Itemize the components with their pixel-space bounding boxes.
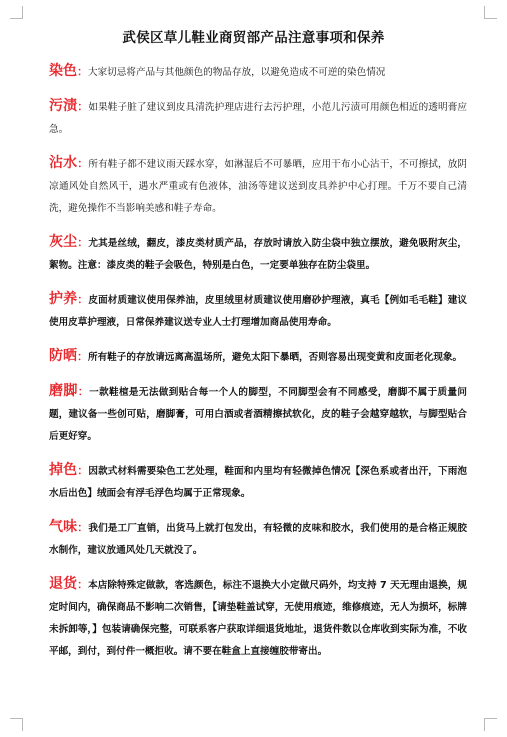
notice-item-dye bbox=[49, 60, 467, 84]
notice-item-return bbox=[49, 573, 467, 663]
notice-colon: ： bbox=[77, 236, 89, 249]
notice-item-sun bbox=[49, 345, 467, 369]
notice-text: 所有鞋子的存放请远离高温场所，避免太阳下暴晒，否则容易出现变黄和皮面老化现象。 bbox=[88, 352, 463, 363]
notice-text: 本店除特殊定做款，客选颜色，标注不退换大小定做尺码外，均支持 7 天无理由退换，规定时间内，确保商品不影响二次销售，【请垫鞋盖试穿，无使用痕迹，维修痕迹，无人为损坏，标牌未拆卸等，】包装请确保完整，可联系客户获取详细退货地址，退货件数以仓库收到实际为准，不收平邮，到付，到付件一概拒收。请不要在鞋盒上直接缠胶带寄出。 bbox=[49, 580, 468, 657]
notice-colon: ： bbox=[77, 65, 88, 78]
crop-mark-bottom-right bbox=[484, 718, 497, 731]
notice-item-stain bbox=[49, 95, 467, 141]
notice-label: 护养 bbox=[49, 291, 78, 307]
notice-item-fade bbox=[49, 459, 467, 505]
notice-text: 一款鞋楦是无法做到贴合每一个人的脚型，不同脚型会有不同感受，磨脚不属于质量问题，建议备一些创可贴，磨脚膏，可用白酒或者酒精擦拭软化，皮的鞋子会越穿越软，与脚型贴合后更好穿。 bbox=[49, 387, 468, 442]
crop-mark-top-left bbox=[10, 6, 23, 19]
notice-colon: ： bbox=[77, 293, 89, 306]
notice-colon: ： bbox=[77, 350, 88, 363]
notice-label: 灰尘 bbox=[49, 234, 78, 250]
notice-colon: ： bbox=[77, 578, 89, 591]
notice-text: 如果鞋子脏了建议到皮具清洗护理店进行去污护理，小范儿污渍可用颜色相近的透明膏应急。 bbox=[49, 102, 468, 135]
notice-colon: ： bbox=[77, 521, 89, 534]
notice-colon: ： bbox=[77, 464, 89, 477]
notice-label: 染色 bbox=[49, 63, 77, 79]
crop-mark-top-right bbox=[484, 6, 497, 19]
notice-item-rub bbox=[49, 380, 467, 448]
notice-colon: ： bbox=[77, 157, 89, 170]
notice-colon: ： bbox=[77, 100, 89, 113]
notice-item-water bbox=[49, 152, 467, 220]
notice-text: 所有鞋子都不建议雨天踩水穿，如淋湿后不可暴晒，应用干布小心沾干，不可擦拭，放阴凉通风处自然风干，遇水严重或有色液体，油汤等建议送到皮具养护中心打理。千万不要自己清洗，避免操作不当影响美感和鞋子寿命。 bbox=[49, 159, 468, 214]
document-title: 武侯区草儿鞋业商贸部产品注意事项和保养 bbox=[122, 30, 385, 46]
notice-label: 磨脚 bbox=[49, 383, 78, 399]
notice-label: 污渍 bbox=[49, 98, 78, 114]
crop-mark-bottom-left bbox=[10, 718, 23, 731]
notice-label: 掉色 bbox=[49, 462, 78, 478]
notice-list bbox=[49, 60, 467, 663]
notice-item-care bbox=[49, 288, 467, 334]
notice-label: 防晒 bbox=[49, 348, 77, 364]
notice-text: 大家切忌将产品与其他颜色的物品存放，以避免造成不可逆的染色情况 bbox=[88, 67, 386, 78]
notice-text: 皮面材质建议使用保养油，皮里绒里材质建议使用磨砂护理液，真毛【例如毛毛鞋】建议使用皮草护理液，日常保养建议送专业人士打理增加商品使用寿命。 bbox=[49, 295, 468, 328]
notice-item-dust bbox=[49, 231, 467, 277]
notice-label: 气味 bbox=[49, 519, 78, 535]
notice-item-smell bbox=[49, 516, 467, 562]
notice-label: 沾水 bbox=[49, 155, 78, 171]
notice-text: 因款式材料需要染色工艺处理，鞋面和内里均有轻微掉色情况【深色系或者出汗，下雨泡水后出色】绒面会有浮毛浮色均属于正常现象。 bbox=[49, 466, 468, 499]
notice-text: 尤其是丝绒，翻皮，漆皮类材质产品，存放时请放入防尘袋中独立摆放，避免吸附灰尘，絮物。注意：漆皮类的鞋子会吸色，特别是白色，一定要单独存在防尘袋里。 bbox=[49, 238, 468, 271]
notice-colon: ： bbox=[77, 385, 90, 398]
notice-label: 退货 bbox=[49, 576, 78, 592]
notice-text: 我们是工厂直销，出货马上就打包发出，有轻微的皮味和胶水，我们使用的是合格正规胶水制作，建议放通风处几天就没了。 bbox=[49, 523, 468, 556]
